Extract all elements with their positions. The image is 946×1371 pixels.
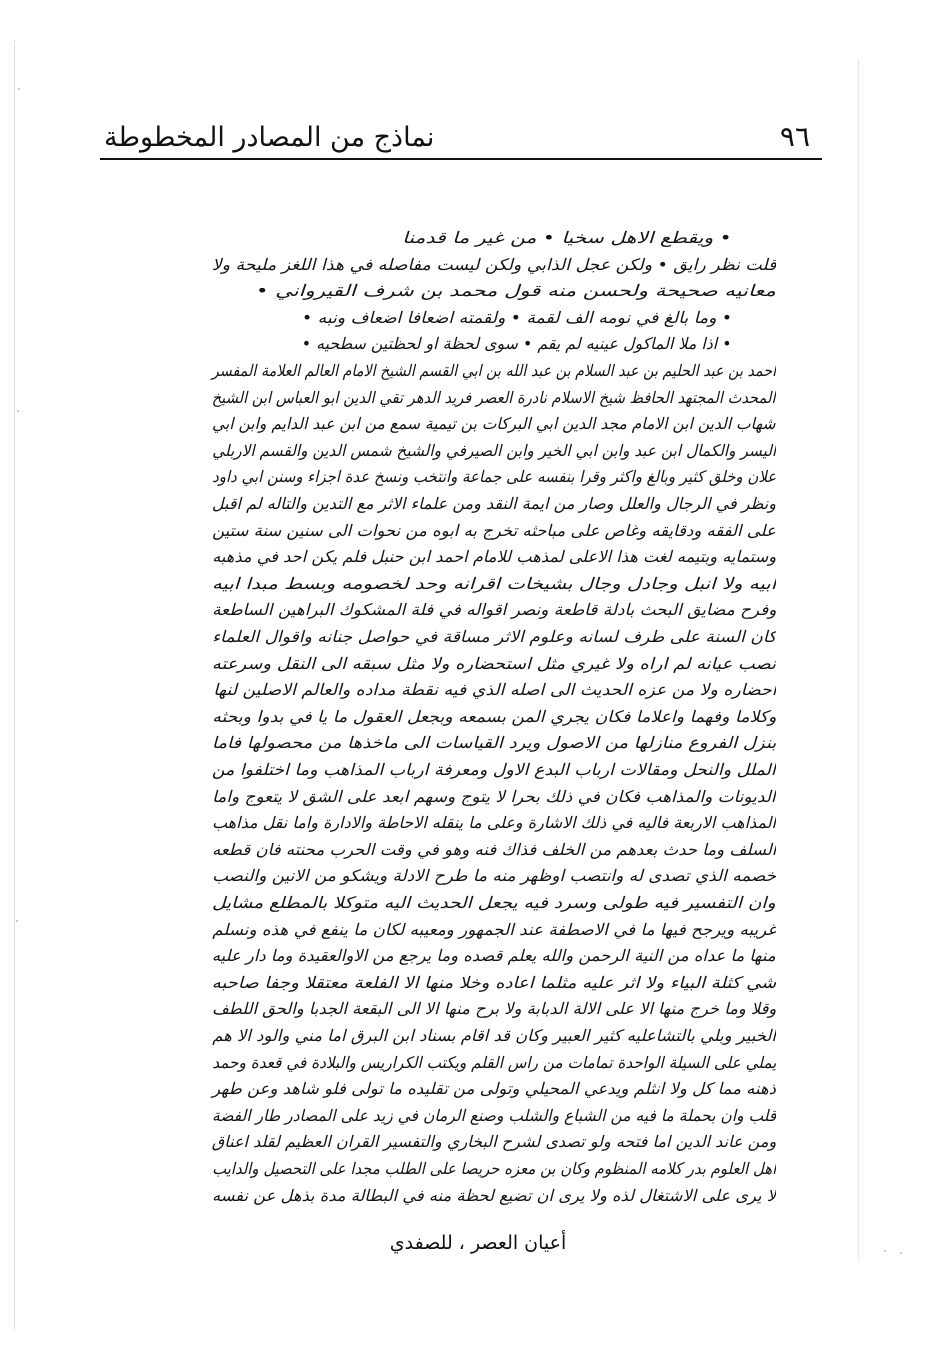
manuscript-line: شهاب الدين ابن الامام مجد الدين ابي البركات بن تيمية سمع من ابن عبد الدايم وابن ابي: [212, 414, 776, 434]
manuscript-line: المذاهب الاربعة فاليه في ذلك الاشارة وعلى ما ينقله الاحاطة والادارة واما نقل مذاهب: [211, 813, 776, 833]
manuscript-line: • ويقطع الاهل سخيا • من غير ما قدمنا: [402, 228, 732, 247]
manuscript-line: احمد بن عبد الحليم بن عبد السلام بن عبد الله بن ابي القسم الشيخ الامام العالم العلامة المفسر: [211, 361, 776, 380]
manuscript-line: الملل والنحل ومقالات ارباب البدع الاول ومعرفة ارباب المذاهب وما اختلفوا من: [212, 760, 776, 779]
manuscript-line: • اذا ملا الماكول عينيه لم يقم • سوى لحظة او لحظتين سطحيه •: [302, 334, 732, 354]
manuscript-line: اهل العلوم بدر كلامه المنظوم وكان بن معزه حريصا على الطلب مجدا على التحصيل والدايب: [211, 1159, 776, 1178]
manuscript-line: قلت نظر رايق • ولكن عجل الذابي ولكن ليست مفاصله في هذا اللغز مليحة ولا: [211, 254, 776, 274]
scan-edge-left: [14, 40, 16, 1330]
manuscript-line: السلف وما حدث بعدهم من الخلف فذاك فنه وهو في وقت الحرب محنته فان قطعه: [211, 839, 776, 859]
manuscript-line: وقلا وما خرج منها الا على الالة الدبابة ولا برح منها الا الى البقعة الجدبا والحق اللطف: [211, 999, 776, 1019]
manuscript-line: غريبه ويرجح فيها ما في الاصطفة عند الجمهور ومعيبه لكان ما ينفع في هذه ونسلم: [212, 919, 776, 939]
manuscript-line: وفرح مضايق البحث بادلة قاطعة ونصر اقواله في فلة المشكوك البراهين الساطعة: [211, 600, 776, 620]
scan-speck: [17, 410, 19, 412]
manuscript-line: بنزل الفروع منازلها من الاصول ويرد القياسات الى ماخذها من محصولها فاما: [211, 733, 776, 753]
manuscript-line: اليسر والكمال ابن عبد وابن ابي الخير وابن الصيرفي والشيخ شمس الدين والقسم الاربلي: [211, 440, 776, 460]
manuscript-line: معانيه صحيحة ولحسن منه قول محمد بن شرف القيرواني •: [256, 281, 776, 301]
manuscript-line: يملي على السيلة الواحدة تمامات من راس القلم ويكتب الكراريس والبلادة في قعدة وحمد: [211, 1052, 776, 1072]
manuscript-line: وان التفسير فيه طولى وسرد فيه يجعل الحديث اليه متوكلا بالمطلع مشايل: [212, 893, 776, 912]
manuscript-line: على الفقه ودقايقه وغاص على مباحثه تخرج به ابوه من نحوات الى سنين سنة ستين: [212, 520, 776, 540]
scan-edge-right: [858, 60, 860, 1260]
manuscript-line: الخبير وبلي بالتشاعليه كثير العبير وكان قد اقام بسناد ابن البرق اما مني والود الا هم: [212, 1026, 776, 1045]
manuscript-line: شي كثلة البياء ولا اثر عليه مثلما اعاده وخلا منها الا الفلعة معتقلا وجفا صاحبه: [211, 972, 776, 992]
manuscript-line: وستمايه وبتيمه لغت هذا الاعلى لمذهب للامام احمد ابن حنبل فلم يكن احد في مذهبه: [212, 547, 776, 567]
header-rule: [100, 158, 822, 160]
scan-speck: [16, 920, 18, 922]
manuscript-line: الديونات والمذاهب فكان في ذلك بحرا لا يتوج وسهم ابعد على الشق لا يتعوج واما: [212, 786, 776, 806]
running-title: نماذج من المصادر المخطوطة: [104, 122, 435, 153]
manuscript-line: المحدث المجتهد الحافظ شيخ الاسلام نادرة العصر فريد الدهر تقي الدين ابو العباس ابن الشيخ: [212, 387, 776, 407]
manuscript-line: احضاره ولا من عزه الحديث الى اصله الذي فيه نقطة مداده والعالم الاصلين لنها: [212, 680, 776, 700]
scan-speck: [18, 88, 20, 90]
manuscript-line: علان وخلق كثير وبالغ واكثر وقرا بنفسه على جماعة وانتخب ونسخ عدة اجزاء وسنن ابي داود: [212, 467, 776, 487]
manuscript-line: نصب عيانه لم اراه ولا غيري مثل استحضاره ولا مثل سبقه الى النقل وسرعته: [211, 653, 776, 673]
manuscript-line: خصمه الذي تصدى له وانتصب اوظهر منه ما طرح الادلة ويشكو من الانين والنصب: [212, 866, 776, 886]
manuscript-line: • وما بالغ في نومه الف لقمة • ولقمته اضعافا اضعاف ونبه •: [301, 307, 732, 327]
manuscript-line: منها ما عداه من النية الرحمن والله يعلم قصده وما يرجع من الاوالعقيدة وما دار عليه: [212, 946, 776, 966]
manuscript-line: ومن عاند الدين اما فتحه ولو تصدى لشرح البخاري والتفسير القران العظيم لقلد اعناق: [211, 1132, 776, 1152]
manuscript-line: ذهنه مما كل ولا انثلم ويدعي المحيلي وتولى من تقليده ما تولى فلو شاهد وعن طهر: [212, 1079, 776, 1099]
manuscript-line: ابيه ولا انبل وجادل وجال بشيخات اقرانه وحد لخصومه وبسط مبدا ابيه: [211, 573, 776, 593]
manuscript-line: كان السنة على طرف لسانه وعلوم الاثر مساقة في حواصل جنانه واقوال العلماء: [211, 627, 776, 646]
source-caption: أعيان العصر ، للصفدي: [389, 1232, 567, 1254]
page-header: [100, 118, 822, 158]
scan-speck: [900, 1252, 902, 1254]
manuscript-line: قلب وان بحملة ما فيه من الشباع والشلب وصنع الرمان في زيد على المصادر طار الفضة: [211, 1105, 776, 1125]
manuscript-line: ونظر في الرجال والعلل وصار من ايمة النقد ومن علماء الاثر مع التدين والتاله لم اقبل: [211, 494, 776, 513]
scan-speck: [884, 1250, 886, 1252]
page-number: ٩٦: [779, 120, 810, 153]
manuscript-line: لا يرى على الاشتغال لذه ولا يرى ان تضيع لحظة منه في البطالة مدة بذهل عن نفسه: [211, 1185, 776, 1205]
manuscript-text-block: [208, 228, 776, 1218]
manuscript-line: وكلاما وفهما واعلاما فكان يجري المن بسمعه وبجعل العقول ما يا في بدوا وبحثه: [211, 706, 776, 726]
